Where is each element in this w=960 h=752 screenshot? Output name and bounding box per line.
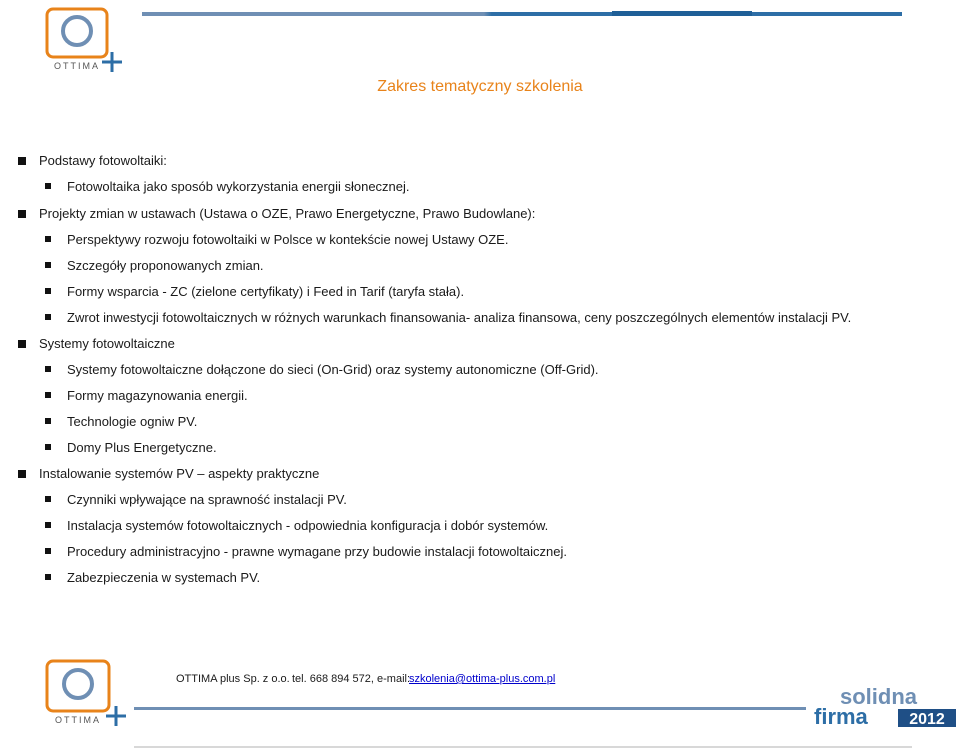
sub-list-item [67, 439, 217, 457]
sub-list-item [67, 178, 410, 196]
sub-list-item [67, 283, 464, 301]
list-item [39, 205, 535, 223]
list-item-text: Systemy fotowoltaiczne dołączone do sieci (On-Grid) oraz systemy autonomiczne (Off-Grid). [67, 362, 599, 377]
list-item-text: Procedury administracyjno - prawne wymagane przy budowie instalacji fotowoltaicznej. [67, 544, 568, 559]
page-title: Zakres tematyczny szkolenia [377, 78, 583, 95]
footer-bar [134, 707, 806, 710]
list-item-text: Formy magazynowania energii. [67, 388, 248, 403]
list-item-text: Szczegóły proponowanych zmian. [67, 258, 264, 273]
sub-list-item [67, 491, 347, 509]
bullet-icon [45, 548, 51, 554]
sub-list-item [67, 387, 248, 405]
ottima-logo-footer [44, 658, 128, 726]
bullet-icon [45, 574, 51, 580]
sub-list-item [67, 231, 508, 249]
list-item [39, 465, 319, 483]
bullet-icon [45, 183, 51, 189]
sub-list-item [67, 413, 197, 431]
bullet-icon [45, 262, 51, 268]
bullet-icon [45, 444, 51, 450]
bullet-icon [45, 522, 51, 528]
sub-list-item [67, 517, 548, 535]
list-item-text: Domy Plus Energetyczne. [67, 440, 217, 455]
bullet-icon [18, 157, 26, 165]
list-item-text: Fotowoltaika jako sposób wykorzystania energii słonecznej. [67, 179, 410, 194]
list-item-text: Podstawy fotowoltaiki: [39, 153, 167, 168]
badge-line1: solidna [840, 684, 918, 709]
list-item-text: Czynniki wpływające na sprawność instalacji PV. [67, 492, 347, 507]
list-item-text: Zwrot inwestycji fotowoltaicznych w różnych warunkach finansowania- analiza finansowa, ceny poszczególnych elementów instalacji PV. [67, 310, 852, 325]
bullet-icon [18, 470, 26, 478]
logo-text-footer: OTTIMA [55, 715, 101, 725]
list-item-text: Perspektywy rozwoju fotowoltaiki w Polsce w kontekście nowej Ustawy OZE. [67, 232, 509, 247]
ottima-logo [44, 6, 124, 72]
footer-contact: tel. 668 894 572, e-mail: [292, 673, 411, 685]
list-item-text: Instalowanie systemów PV – aspekty praktyczne [39, 466, 320, 481]
sub-list-item [67, 569, 260, 587]
logo-text: OTTIMA [54, 61, 100, 71]
bullet-icon [45, 366, 51, 372]
list-item-text: Systemy fotowoltaiczne [39, 336, 175, 351]
footer-company: OTTIMA plus Sp. z o.o. [176, 673, 290, 685]
bullet-icon [45, 236, 51, 242]
badge-year: 2012 [909, 711, 945, 728]
list-item-text: Technologie ogniw PV. [67, 414, 198, 429]
bullet-icon [45, 418, 51, 424]
sub-list-item [67, 309, 851, 327]
sub-list-item [67, 257, 264, 275]
badge-line2: firma [814, 704, 868, 728]
bullet-icon [45, 496, 51, 502]
list-item-text: Zabezpieczenia w systemach PV. [67, 570, 261, 585]
list-item [39, 335, 175, 353]
sub-list-item [67, 361, 599, 379]
footer-email-link[interactable]: szkolenia@ottima-plus.com.pl [409, 673, 556, 685]
list-item-text: Projekty zmian w ustawach (Ustawa o OZE, Prawo Energetyczne, Prawo Budowlane): [39, 206, 536, 221]
bullet-icon [45, 314, 51, 320]
sub-list-item [67, 543, 567, 561]
list-item-text: Formy wsparcia - ZC (zielone certyfikaty) i Feed in Tarif (taryfa stała). [67, 284, 465, 299]
bullet-icon [18, 340, 26, 348]
bullet-icon [45, 288, 51, 294]
bullet-icon [45, 392, 51, 398]
list-item [39, 152, 167, 170]
bullet-icon [18, 210, 26, 218]
solidna-firma-badge [812, 684, 958, 728]
list-item-text: Instalacja systemów fotowoltaicznych - odpowiednia konfiguracja i dobór systemów. [67, 518, 549, 533]
header-bar [142, 12, 902, 16]
footer-line [134, 746, 912, 748]
